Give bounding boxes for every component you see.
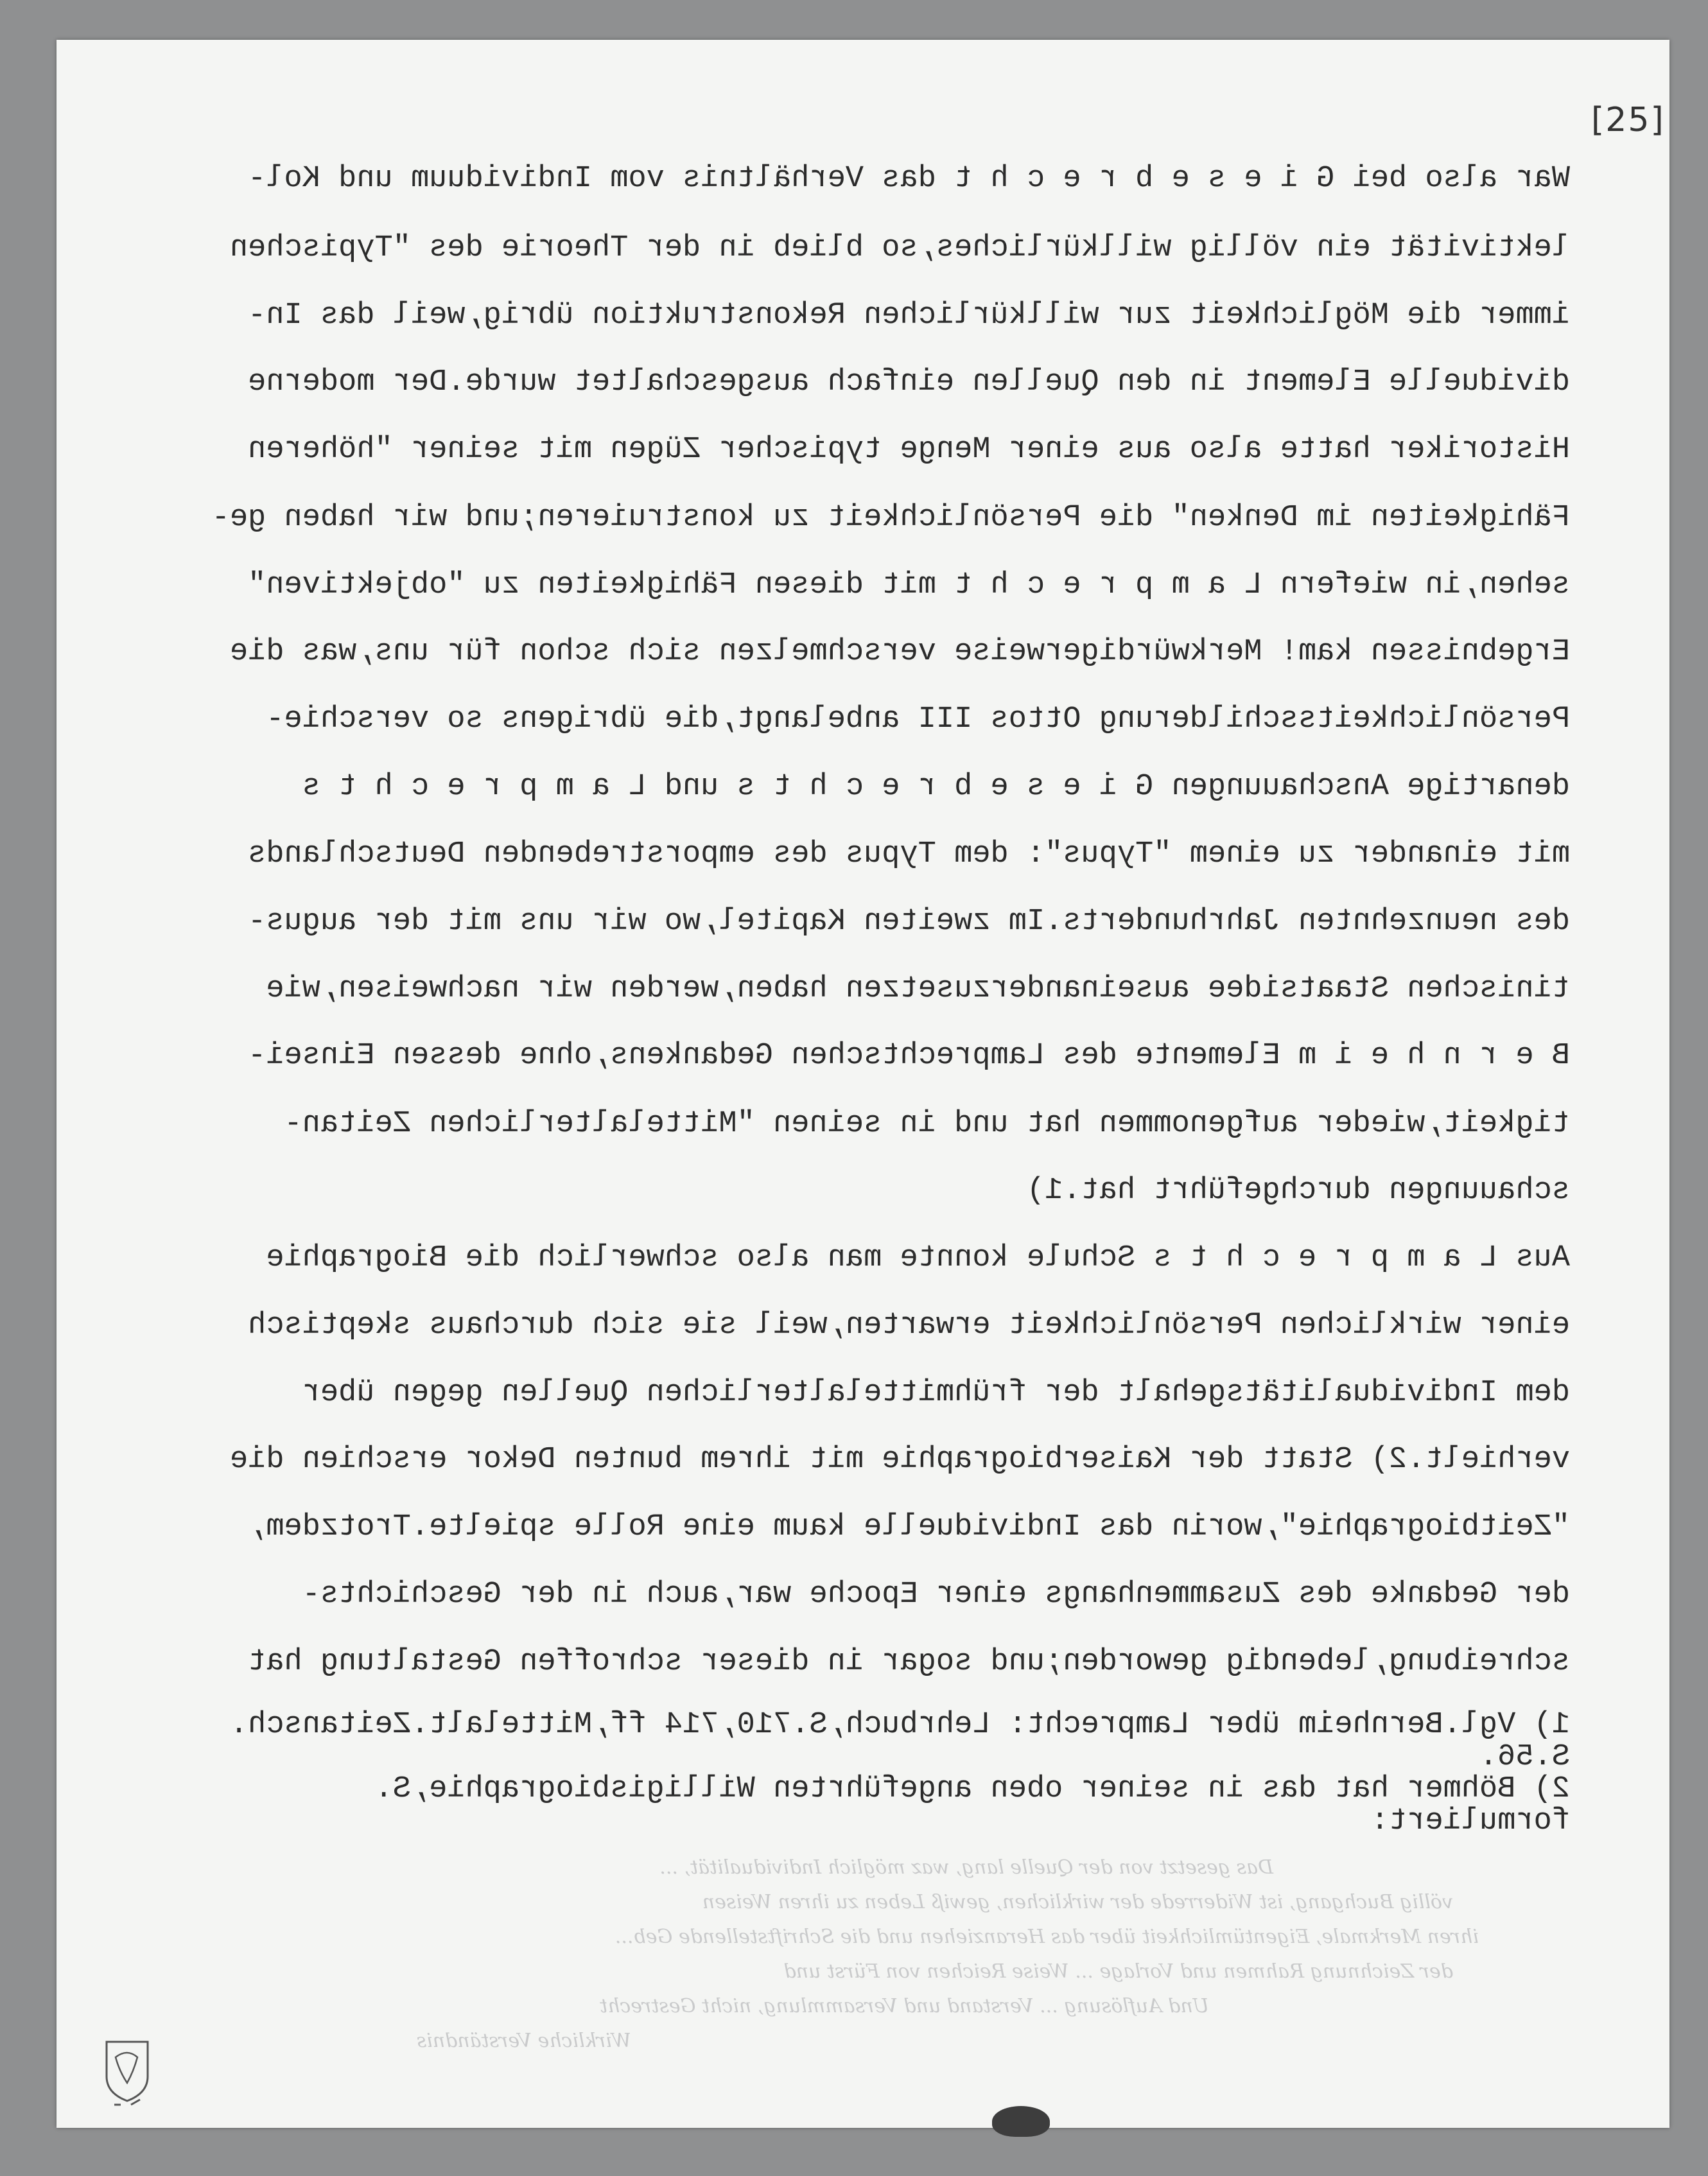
text-line: Ergebnissen kam! Merkwürdigerweise verschmelzen sich schon für uns,was die [229, 635, 1570, 669]
text-line: lektivität ein völlig willkürliches,so blieb in der Theorie des "Typischen [229, 231, 1570, 265]
footnote-line: S.56. [1479, 1740, 1570, 1774]
text-line: Historiker hatte also aus einer Menge typischer Zügen mit seiner "höheren [248, 433, 1570, 467]
text-line: mit einander zu einem "Typus": dem Typus des emporstrebenden Deutschlands [248, 837, 1570, 871]
text-line: dem Individualitätsgehalt der frühmittelalterlichen Quellen gegen über [302, 1376, 1570, 1410]
note-line: der Zeichnung Rahmen und Vorlage ... Weise Reichen von Fürst und [783, 1960, 1453, 1983]
text-line: War also bei G i e s e b r e c h t das Verhältnis vom Individuum und Kol- [248, 162, 1570, 196]
faint-handwritten-notes [118, 1850, 1530, 2058]
note-line: ihren Merkmale, Eigentümlichkeit über das Heranziehen und die Schriftstellende Geb... [614, 1926, 1479, 1948]
text-line: tinischen Staatsidee auseinanderzusetzen haben,werden wir nachweisen,wie [266, 972, 1570, 1006]
footnote-line: 1) Vgl.Bernheim über Lamprecht: Lehrbuch,S.710,714 ff,Mittelalt.Zeitansch. [229, 1708, 1570, 1742]
text-line: schreibung,lebendig geworden;und sogar in dieser schroffen Gestaltung hat [248, 1645, 1570, 1679]
note-line: völlig Buchgang, ist Widerrede der wirklichen, gewiß Leben zu ihren Weisen [702, 1891, 1453, 1913]
text-line: sehen,in wiefern L a m p r e c h t mit diesen Fähigkeiten zu "objektiven" [248, 568, 1570, 602]
text-line: verhielt.2) Statt der Kaiserbiographie mit ihrem bunten Dekor erschien die [229, 1443, 1570, 1477]
footnote-line: 2) Böhmer hat das in seiner oben angeführten Willigisbiographie,S. [374, 1772, 1570, 1806]
mirrored-typewritten-text [57, 40, 1669, 2128]
text-line: dividuelle Element in den Quellen einfach ausgeschaltet wurde.Der moderne [248, 365, 1570, 399]
archive-stamp-icon [101, 2038, 153, 2109]
text-line: einer wirklichen Persönlichkeit erwarten,weil sie sich durchaus skeptisch [248, 1309, 1570, 1343]
text-line: immer die Möglichkeit zur willkürlichen Rekonstruktion übrig,weil das In- [248, 299, 1570, 333]
ink-blot [992, 2106, 1050, 2137]
page-number: [25] [1591, 101, 1665, 139]
note-line: Wirkliche Verständnis [416, 2030, 631, 2052]
text-line: Fähigkeiten im Denken" die Persönlichkeit zu konstruieren;und wir haben ge- [211, 501, 1570, 535]
text-line: Persönlichkeitsschilderung Ottos III anbelangt,die übrigens so verschie- [266, 702, 1570, 736]
note-line: Und Auflösung ... Verstand und Versammlung, nicht Gestrecht [600, 1995, 1209, 2017]
text-line: denartige Anschauungen G i e s e b r e c h t s und L a m p r e c h t s [302, 770, 1570, 804]
text-line: "Zeitbiographie",worin das Individuelle kaum eine Rolle spielte.Trotzdem, [248, 1510, 1570, 1544]
text-line: des neunzehnten Jahrhunderts.Im zweiten Kapitel,wo wir uns mit der augus- [248, 905, 1570, 939]
note-line: Das gesetzt von der Quelle lang, waz möglich Individualität, ... [659, 1856, 1273, 1879]
text-line: tigkeit,wieder aufgenommen hat und in seinen "Mittelalterlichen Zeitan- [284, 1107, 1570, 1141]
text-line: schauungen durchgeführt hat.1) [1026, 1174, 1570, 1208]
text-line: der Gedanke des Zusammenhangs einer Epoche war,auch in der Geschichts- [302, 1578, 1570, 1612]
text-line: B e r n h e i m Elemente des Lamprechtschen Gedankens,ohne dessen Einsei- [248, 1039, 1570, 1073]
footnote-line: formuliert: [1370, 1804, 1570, 1838]
text-line: Aus L a m p r e c h t s Schule konnte man also schwerlich die Biographie [266, 1241, 1570, 1275]
document-page [57, 40, 1669, 2128]
